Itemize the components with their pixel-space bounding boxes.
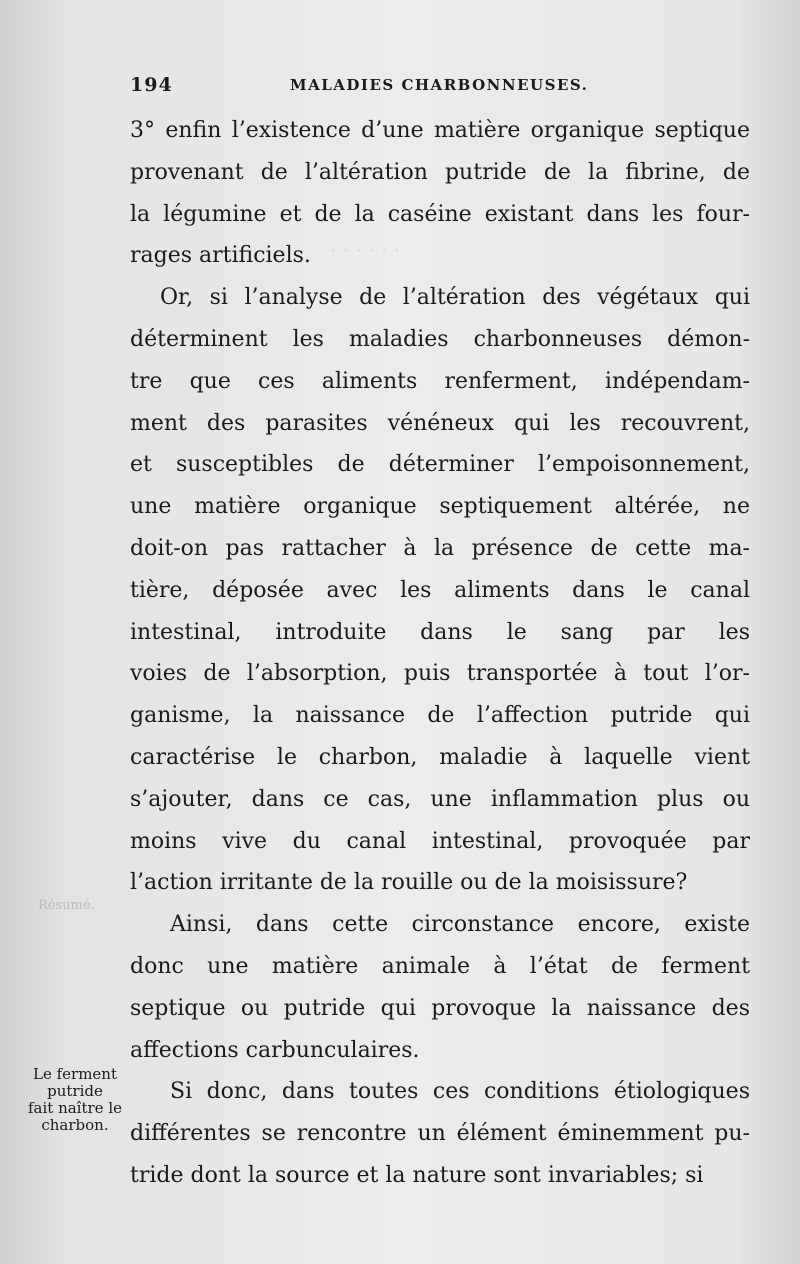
text-line: rages artificiels. xyxy=(130,243,311,269)
text-line: voies de l’absorption, puis transportée à tout l’or- xyxy=(130,661,750,687)
text-line: ganisme, la naissance de l’affection putride qui xyxy=(130,703,750,729)
bleed-through-text: · · · · · · xyxy=(330,238,400,262)
text-line: déterminent les maladies charbonneuses démon- xyxy=(130,326,750,352)
text-line: moins vive du canal intestinal, provoquée par xyxy=(130,828,750,854)
margin-note-line: fait naître le xyxy=(27,1099,122,1117)
text-line: tride dont la source et la nature sont invariables; si xyxy=(130,1162,704,1188)
running-head: MALADIES CHARBONNEUSES. xyxy=(290,76,589,94)
text-line: ment des parasites vénéneux qui les recouvrent, xyxy=(130,410,750,436)
text-line: caractérise le charbon, maladie à laquelle vient xyxy=(130,744,750,770)
text-line: s’ajouter, dans ce cas, une inflammation plus ou xyxy=(130,786,750,812)
text-line: septique ou putride qui provoque la naissance des xyxy=(130,995,750,1021)
text-line: tière, déposée avec les aliments dans le canal xyxy=(130,577,750,603)
text-line: provenant de l’altération putride de la fibrine, de xyxy=(130,159,750,185)
text-line: donc une matière animale à l’état de ferment xyxy=(130,953,750,979)
text-line: et susceptibles de déterminer l’empoisonnement, xyxy=(130,452,750,478)
margin-note-line: charbon. xyxy=(41,1116,109,1134)
text-line: tre que ces aliments renferment, indépendam- xyxy=(130,368,750,394)
margin-note-line: Le ferment xyxy=(33,1065,117,1083)
text-line: la légumine et de la caséine existant dans les four- xyxy=(130,201,750,227)
page-header xyxy=(130,74,750,104)
text-line: une matière organique septiquement altérée, ne xyxy=(130,494,750,520)
text-line: différentes se rencontre un élément éminemment pu- xyxy=(130,1121,750,1147)
text-line: 3° enfin l’existence d’une matière organique septique xyxy=(130,118,750,143)
page-number: 194 xyxy=(130,74,173,96)
text-line: doit-on pas rattacher à la présence de cette ma- xyxy=(130,535,750,561)
text-line: affections carbunculaires. xyxy=(130,1037,420,1063)
text-line: Or, si l’analyse de l’altération des végétaux qui xyxy=(160,285,750,311)
margin-note-line: putride xyxy=(47,1082,103,1100)
text-line: l’action irritante de la rouille ou de la moisissure? xyxy=(130,870,688,896)
faded-margin-note: Résumé. xyxy=(38,898,95,913)
text-line: intestinal, introduite dans le sang par les xyxy=(130,619,750,645)
body-text xyxy=(130,110,750,1197)
margin-note xyxy=(20,1066,130,1134)
text-line: Si donc, dans toutes ces conditions étiologiques xyxy=(170,1079,750,1105)
text-line: Ainsi, dans cette circonstance encore, existe xyxy=(170,912,750,938)
